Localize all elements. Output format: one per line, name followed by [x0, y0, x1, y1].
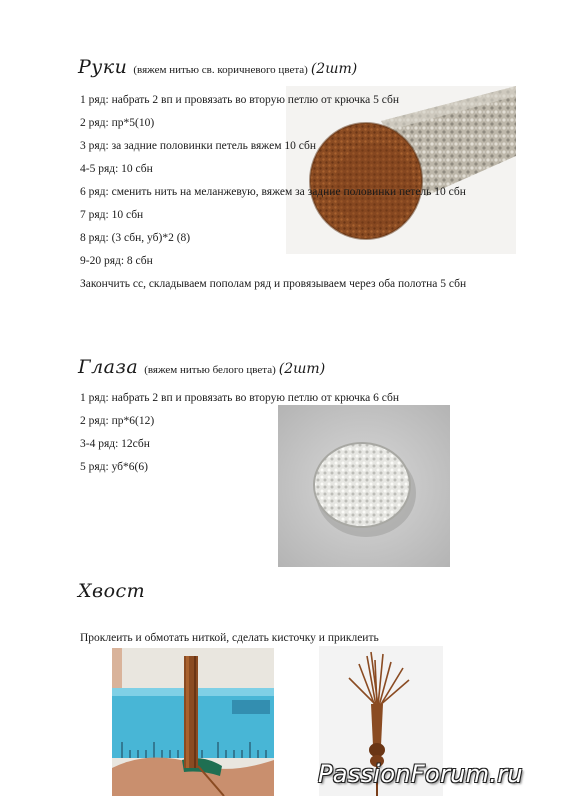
eyes-row-1: 1 ряд: набрать 2 вп и провязать во вторую петлю от крючка 6 сбн	[80, 392, 400, 404]
tail-heading	[78, 580, 145, 602]
arms-row-2: 2 ряд: пр*5(10)	[80, 117, 155, 129]
arms-row-8: 9-20 ряд: 8 сбн	[80, 255, 153, 267]
arms-row-1: 1 ряд: набрать 2 вп и провязать во вторую петлю от крючка 5 сбн	[80, 94, 400, 106]
eyes-row-4: 5 ряд: уб*6(6)	[80, 461, 148, 473]
arms-heading	[78, 56, 357, 78]
arms-row-9: Закончить сс, складываем пополам ряд и провязываем через оба полотна 5 сбн	[80, 278, 467, 290]
eyes-row-2: 2 ряд: пр*6(12)	[80, 415, 155, 427]
eyes-title: Глаза	[78, 356, 139, 378]
watermark: PassionForum.ru	[318, 760, 523, 788]
arms-row-6: 7 ряд: 10 сбн	[80, 209, 144, 221]
arms-row-4: 4-5 ряд: 10 сбн	[80, 163, 153, 175]
arms-row-3: 3 ряд: за задние половинки петель вяжем 10 сбн	[80, 140, 316, 152]
arms-row-7: 8 ряд: (3 сбн, уб)*2 (8)	[80, 232, 191, 244]
arms-title: Руки	[78, 56, 128, 78]
arms-row-5: 6 ряд: сменить нить на меланжевую, вяжем за задние половинки петель 10 сбн	[80, 186, 466, 198]
tail-ruler-photo	[112, 648, 274, 796]
eyes-row-3: 3-4 ряд: 12сбн	[80, 438, 150, 450]
tail-title: Хвост	[78, 580, 146, 602]
eyes-note: (вяжем нитью белого цвета)	[144, 364, 276, 376]
tail-instruction: Проклеить и обмотать ниткой, сделать кисточку и приклеить	[80, 632, 379, 644]
eyes-qty: (2шт)	[278, 361, 326, 377]
eye-photo	[278, 405, 450, 567]
arms-qty: (2шт)	[310, 61, 358, 77]
arm-photo	[286, 86, 516, 254]
eyes-heading	[78, 356, 325, 378]
arms-note: (вяжем нитью св. коричневого цвета)	[133, 64, 308, 76]
